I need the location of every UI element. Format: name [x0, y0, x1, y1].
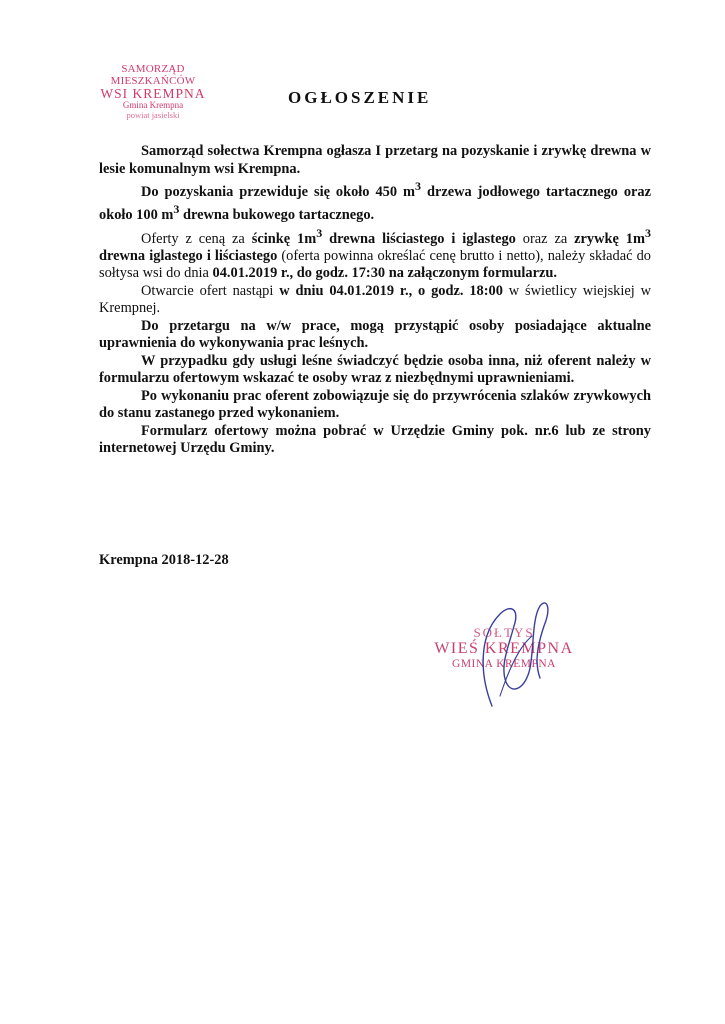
announcement-body: [99, 143, 651, 458]
paragraph: Do przetargu na w/w prace, mogą przystąpić osoby posiadające aktualne uprawnienia do wykonywania prac leśnych.: [99, 317, 651, 352]
paragraph: Samorząd sołectwa Krempna ogłasza I przetarg na pozyskanie i zrywkę drewna w lesie komunalnym wsi Krempna.: [99, 143, 651, 177]
paragraph: Oferty z ceną za ścinkę $1m^3$ drewna liściastego i iglastego oraz za zrywkę $1m^3$ drewna iglastego i liściastego (oferta powinna określać cenę brutto i netto), należy składać do sołtysa wsi do dnia 04.01.2019 r., do godz. 17:30 na załączonym formularzu.: [99, 225, 651, 282]
stamp-line: Gmina Krempna: [122, 100, 184, 111]
stamp-line: GMINA KREMPNA: [452, 657, 556, 670]
stamp-line: SOŁTYS: [473, 625, 535, 640]
document-title: OGŁOSZENIE: [288, 88, 432, 107]
stamp-line: WSI KREMPNA: [100, 86, 206, 102]
paragraph: W przypadku gdy usługi leśne świadczyć będzie osoba inna, niż oferent należy w formularzu ofertowym wskazać te osoby wraz z niezbędnymi uprawnieniami.: [99, 352, 651, 387]
stamp-line: powiat jasielski: [126, 109, 180, 120]
stamp-line: WIEŚ KREMPNA: [434, 640, 574, 658]
handwritten-signature: [440, 596, 580, 716]
place-and-date: Krempna 2018-12-28: [99, 552, 229, 568]
paragraph: Do pozyskania przewiduje się około 450 $m^3$ drzewa jodłowego tartacznego oraz około 100 $m^3$ drewna bukowego tartacznego.: [99, 179, 651, 224]
stamp-line: SAMORZĄD MIESZKAŃCÓW: [110, 63, 196, 87]
paragraph: Po wykonaniu prac oferent zobowiązuje się do przywrócenia szlaków zrywkowych do stanu zastanego przed wykonaniem.: [99, 387, 651, 422]
village-council-stamp: [82, 64, 224, 120]
paragraph: Formularz ofertowy można pobrać w Urzędzie Gminy pok. nr.6 lub ze strony internetowej Urzędu Gminy.: [99, 422, 651, 457]
paragraph: Otwarcie ofert nastąpi w dniu 04.01.2019 r., o godz. 18:00 w świetlicy wiejskiej w Krempnej.: [99, 282, 651, 317]
